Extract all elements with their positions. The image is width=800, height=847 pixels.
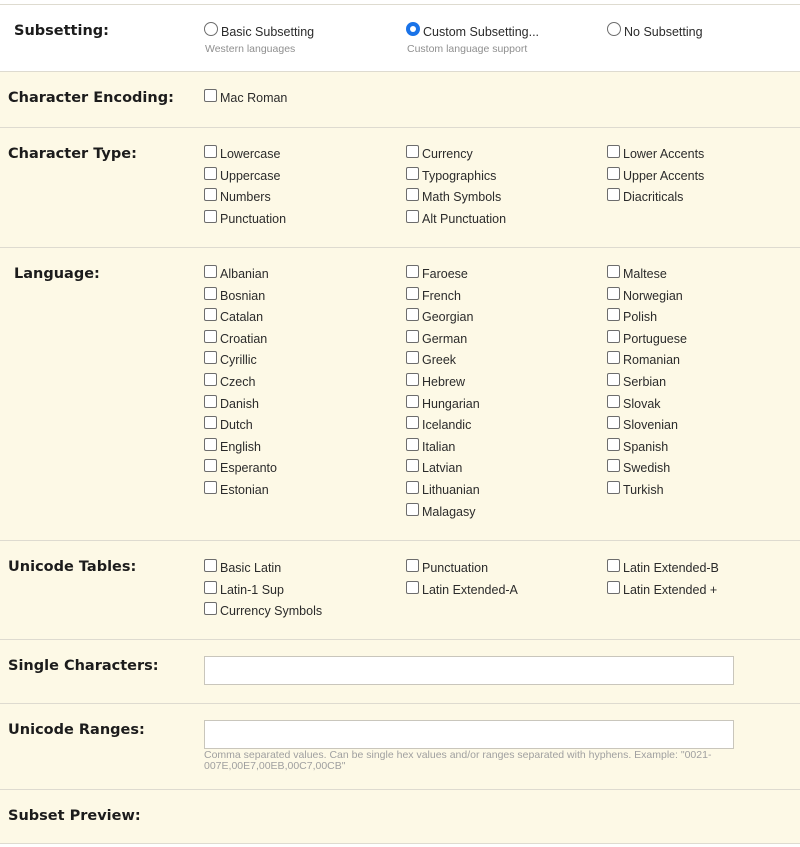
checkbox[interactable] [607, 167, 620, 180]
checkbox-label: Catalan [220, 310, 264, 325]
checkbox[interactable] [204, 287, 217, 300]
checkbox[interactable] [607, 559, 620, 572]
checkbox[interactable] [607, 481, 620, 494]
unicode-ranges-hint: Comma separated values. Can be single hex values and/or ranges separated with hyphens. Example: "0021-007E,00E7,00EB,00C7,00CB" [204, 749, 712, 772]
checkbox[interactable] [607, 330, 620, 343]
checkbox[interactable] [406, 167, 419, 180]
language-lithuanian[interactable] [406, 480, 480, 500]
unicode-table-currency-symbols[interactable] [204, 601, 322, 621]
unicode-ranges-section [0, 703, 800, 789]
checkbox-label: Czech [220, 375, 256, 389]
checkbox[interactable] [204, 265, 217, 278]
checkbox[interactable] [607, 351, 620, 364]
checkbox[interactable] [607, 373, 620, 386]
language-swedish[interactable] [607, 458, 670, 478]
character-type-label: Character Type: [8, 146, 137, 162]
checkbox[interactable] [204, 188, 217, 201]
unicode-table-basic-latin[interactable] [204, 558, 281, 578]
checkbox[interactable] [406, 210, 419, 223]
language-georgian[interactable] [406, 307, 473, 327]
subsetting-section [0, 4, 800, 71]
language-english[interactable] [204, 437, 261, 457]
checkbox[interactable] [204, 416, 217, 429]
subsetting-option-no-subsetting[interactable] [607, 21, 703, 39]
unicode-table-punctuation[interactable] [406, 558, 488, 578]
checkbox-label: Greek [422, 353, 457, 368]
language-hebrew[interactable] [406, 372, 465, 392]
language-estonian[interactable] [204, 480, 269, 500]
checkbox[interactable] [204, 210, 217, 223]
language-italian[interactable] [406, 437, 455, 457]
checkbox-label: Faroese [422, 267, 468, 281]
radio-label: Custom Subsetting... [423, 25, 540, 39]
character-type-currency[interactable] [406, 144, 473, 164]
checkbox-label: Serbian [623, 375, 667, 389]
checkbox-label: Numbers [220, 190, 271, 205]
language-french[interactable] [406, 286, 461, 306]
language-dutch[interactable] [204, 415, 253, 435]
language-faroese[interactable] [406, 264, 468, 284]
radio-sublabel: Custom language support [407, 43, 528, 55]
language-malagasy[interactable] [406, 502, 476, 522]
unicode-ranges-input[interactable] [204, 720, 734, 749]
unicode-tables-label: Unicode Tables: [8, 559, 137, 575]
checkbox-label: Latin-1 Sup [220, 582, 284, 597]
radio-sublabel: Western languages [205, 43, 296, 55]
character-encoding-label: Character Encoding: [8, 90, 174, 106]
checkbox-label: Esperanto [220, 461, 277, 476]
checkbox[interactable] [406, 416, 419, 429]
checkbox-label: Swedish [623, 461, 671, 476]
checkbox[interactable] [204, 89, 217, 102]
checkbox[interactable] [204, 373, 217, 386]
radio-button[interactable] [406, 22, 420, 36]
unicode-ranges-label: Unicode Ranges: [8, 722, 145, 738]
subset-preview-label: Subset Preview: [8, 808, 141, 824]
checkbox-label: Currency [422, 147, 473, 161]
character-type-diacriticals[interactable] [607, 187, 683, 207]
checkbox[interactable] [204, 167, 217, 180]
subsetting-option-custom-subsetting[interactable] [406, 21, 539, 55]
checkbox[interactable] [607, 145, 620, 158]
checkbox-label: Dutch [220, 418, 253, 433]
checkbox-label: French [422, 288, 461, 303]
language-section [0, 247, 800, 540]
character-encoding-section [0, 71, 800, 127]
language-turkish[interactable] [607, 480, 664, 500]
checkbox-label: Maltese [623, 267, 667, 281]
checkbox-label: Albanian [220, 267, 269, 281]
checkbox[interactable] [406, 330, 419, 343]
language-label: Language: [14, 266, 100, 282]
unicode-table-latin-extended-a[interactable] [406, 580, 518, 600]
language-spanish[interactable] [607, 437, 668, 457]
checkbox-label: Georgian [422, 310, 474, 325]
checkbox-label: Math Symbols [422, 190, 502, 205]
checkbox[interactable] [204, 481, 217, 494]
checkbox-label: Slovenian [623, 418, 678, 433]
character-type-lowercase[interactable] [204, 144, 280, 164]
language-greek[interactable] [406, 350, 456, 370]
checkbox-label: Latin Extended-B [623, 561, 719, 575]
radio-label: No Subsetting [624, 25, 703, 39]
checkbox[interactable] [406, 503, 419, 516]
checkbox[interactable] [406, 373, 419, 386]
character-type-section [0, 127, 800, 247]
checkbox-label: Punctuation [422, 561, 489, 575]
checkbox-label: Basic Latin [220, 561, 282, 575]
checkbox[interactable] [607, 438, 620, 451]
checkbox[interactable] [204, 395, 217, 408]
checkbox[interactable] [204, 602, 217, 615]
unicode-tables-section [0, 540, 800, 639]
checkbox-label: Norwegian [623, 288, 683, 303]
checkbox-label: Lithuanian [422, 483, 480, 497]
unicode-table-latin-extended-b[interactable] [607, 558, 719, 578]
checkbox[interactable] [406, 559, 419, 572]
checkbox-label: Polish [623, 310, 658, 325]
checkbox[interactable] [607, 308, 620, 321]
single-characters-label: Single Characters: [8, 658, 159, 674]
checkbox[interactable] [607, 581, 620, 594]
checkbox[interactable] [204, 581, 217, 594]
checkbox[interactable] [406, 481, 419, 494]
checkbox[interactable] [204, 330, 217, 343]
language-romanian[interactable] [607, 350, 680, 370]
checkbox[interactable] [406, 581, 419, 594]
language-croatian[interactable] [204, 329, 267, 349]
language-slovak[interactable] [607, 394, 661, 414]
single-characters-section [0, 639, 800, 703]
checkbox[interactable] [204, 559, 217, 572]
checkbox-label: Alt Punctuation [422, 211, 507, 226]
checkbox-label: Portuguese [623, 331, 687, 346]
unicode-table-latin-extended[interactable] [607, 580, 717, 600]
language-slovenian[interactable] [607, 415, 678, 435]
language-portuguese[interactable] [607, 329, 687, 349]
language-danish[interactable] [204, 394, 259, 414]
checkbox[interactable] [607, 459, 620, 472]
language-esperanto[interactable] [204, 458, 277, 478]
checkbox[interactable] [607, 416, 620, 429]
checkbox-label: Malagasy [422, 504, 476, 519]
character-type-alt-punctuation[interactable] [406, 209, 506, 229]
language-german[interactable] [406, 329, 467, 349]
character-type-uppercase[interactable] [204, 166, 280, 186]
checkbox-label: Spanish [623, 439, 669, 454]
checkbox-label: Turkish [623, 483, 664, 497]
checkbox-label: Latin Extended-A [422, 582, 518, 597]
checkbox-label: Italian [422, 439, 456, 454]
radio-button[interactable] [204, 22, 218, 36]
checkbox-label: Latin Extended + [623, 582, 718, 597]
checkbox-label: Lower Accents [623, 147, 705, 161]
subsetting-label: Subsetting: [14, 23, 109, 39]
character-type-punctuation[interactable] [204, 209, 286, 229]
checkbox-label: German [422, 331, 468, 346]
character-type-upper-accents[interactable] [607, 166, 704, 186]
subset-preview-section [0, 789, 800, 844]
checkbox[interactable] [406, 265, 419, 278]
character-type-math-symbols[interactable] [406, 187, 501, 207]
checkbox[interactable] [406, 308, 419, 321]
checkbox-label: Bosnian [220, 288, 266, 303]
checkbox[interactable] [607, 265, 620, 278]
checkbox-label: Romanian [623, 353, 680, 368]
checkbox[interactable] [406, 395, 419, 408]
character-type-typographics[interactable] [406, 166, 496, 186]
checkbox[interactable] [406, 459, 419, 472]
checkbox-label: Icelandic [422, 418, 472, 433]
checkbox-label: English [220, 439, 261, 454]
checkbox-label: Hungarian [422, 396, 480, 411]
language-polish[interactable] [607, 307, 657, 327]
encoding-mac-roman[interactable] [204, 88, 287, 108]
checkbox-label: Mac Roman [220, 91, 288, 105]
language-icelandic[interactable] [406, 415, 471, 435]
checkbox[interactable] [607, 287, 620, 300]
subsetting-option-basic-subsetting[interactable] [204, 21, 314, 55]
checkbox-label: Estonian [220, 483, 269, 497]
language-czech[interactable] [204, 372, 255, 392]
checkbox[interactable] [406, 287, 419, 300]
language-catalan[interactable] [204, 307, 263, 327]
checkbox-label: Latvian [422, 461, 463, 476]
checkbox[interactable] [406, 351, 419, 364]
checkbox-label: Cyrillic [220, 353, 257, 368]
checkbox-label: Currency Symbols [220, 604, 323, 619]
radio-button[interactable] [607, 22, 621, 36]
checkbox-label: Diacriticals [623, 190, 684, 205]
checkbox-label: Upper Accents [623, 168, 705, 183]
language-latvian[interactable] [406, 458, 462, 478]
checkbox-label: Punctuation [220, 211, 287, 226]
checkbox-label: Lowercase [220, 147, 281, 161]
checkbox[interactable] [406, 438, 419, 451]
checkbox-label: Croatian [220, 331, 268, 346]
character-type-lower-accents[interactable] [607, 144, 704, 164]
checkbox[interactable] [204, 308, 217, 321]
checkbox[interactable] [204, 438, 217, 451]
checkbox-label: Danish [220, 396, 259, 411]
language-cyrillic[interactable] [204, 350, 257, 370]
checkbox[interactable] [204, 351, 217, 364]
single-characters-input[interactable] [204, 656, 734, 685]
language-maltese[interactable] [607, 264, 667, 284]
character-type-numbers[interactable] [204, 187, 271, 207]
checkbox[interactable] [204, 459, 217, 472]
checkbox[interactable] [607, 188, 620, 201]
checkbox-label: Hebrew [422, 375, 466, 389]
checkbox[interactable] [204, 145, 217, 158]
language-hungarian[interactable] [406, 394, 480, 414]
language-albanian[interactable] [204, 264, 269, 284]
checkbox[interactable] [406, 145, 419, 158]
checkbox-label: Uppercase [220, 168, 281, 183]
checkbox-label: Typographics [422, 168, 497, 183]
radio-label: Basic Subsetting [221, 25, 315, 39]
unicode-table-latin-1-sup[interactable] [204, 580, 284, 600]
language-norwegian[interactable] [607, 286, 683, 306]
checkbox-label: Slovak [623, 396, 661, 411]
checkbox[interactable] [406, 188, 419, 201]
language-serbian[interactable] [607, 372, 666, 392]
language-bosnian[interactable] [204, 286, 265, 306]
checkbox[interactable] [607, 395, 620, 408]
